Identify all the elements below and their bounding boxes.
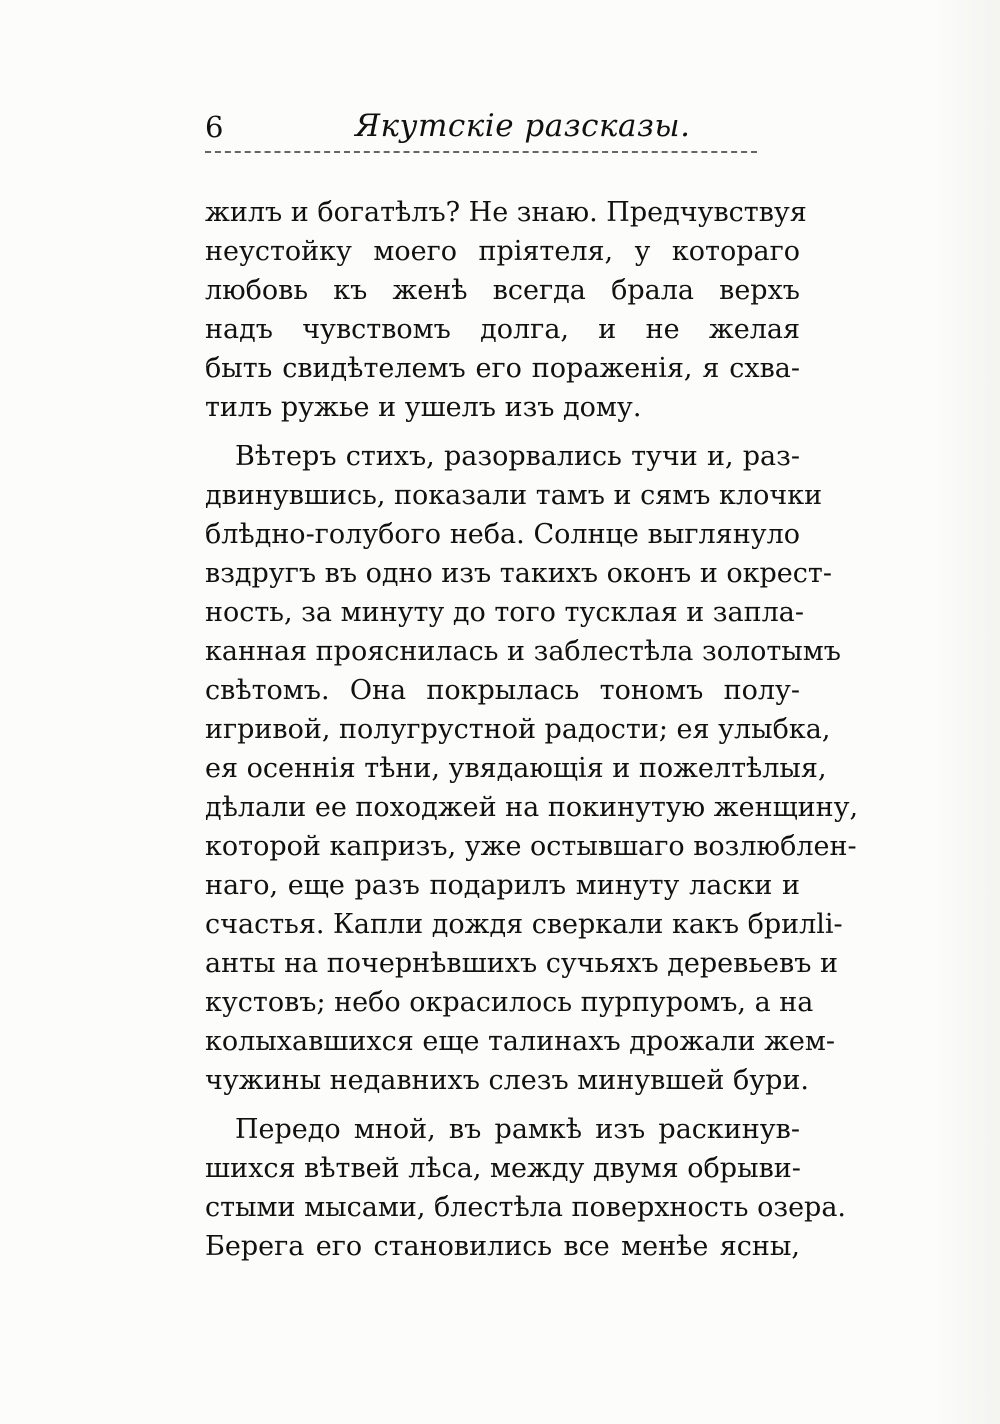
text-line: счастья. Капли дождя сверкали какъ брилli- (205, 909, 843, 940)
text-line: ность, за минуту до того тусклая и запла- (205, 597, 804, 628)
text-line: шихся вѣтвей лѣса, между двумя обрыви- (205, 1153, 801, 1184)
text-line: любовь къ женѣ всегда брала верхъ (205, 275, 800, 306)
text-line: наго, еще разъ подарилъ минуту ласки и (205, 870, 800, 901)
text-line: тилъ ружье и ушелъ изъ дому. (205, 392, 642, 423)
text-line: вздругъ въ одно изъ такихъ оконъ и окрест- (205, 558, 832, 589)
text-line: игривой, полугрустной радости; ея улыбка, (205, 714, 831, 745)
text-line: стыми мысами, блестѣла поверхность озера. (205, 1192, 847, 1223)
text-line: надъ чувствомъ долга, и не желая (205, 314, 800, 345)
text-line: быть свидѣтелемъ его пораженія, я схва- (205, 353, 800, 384)
text-line: которой капризъ, уже остывшаго возлюблен- (205, 831, 857, 862)
text-line: блѣдно-голубого неба. Солнце выглянуло (205, 519, 800, 550)
scan-edge-shadow (930, 0, 1000, 1424)
running-title: Якутскіе разсказы. (355, 108, 691, 144)
text-line: Берега его становились все менѣе ясны, (205, 1231, 800, 1262)
text-line: двинувшись, показали тамъ и сямъ клочки (205, 480, 823, 511)
text-line: дѣлали ее походжей на покинутую женщину, (205, 792, 859, 823)
text-line: Вѣтеръ стихъ, разорвались тучи и, раз- (235, 441, 800, 472)
text-line: канная прояснилась и заблестѣла золотымъ (205, 636, 841, 667)
text-line: чужины недавнихъ слезъ минувшей бури. (205, 1065, 809, 1096)
text-line: колыхавшихся еще талинахъ дрожали жем- (205, 1026, 836, 1057)
text-line: кустовъ; небо окрасилось пурпуромъ, а на (205, 987, 814, 1018)
text-line: жилъ и богатѣлъ? Не знаю. Предчувствуя (205, 197, 807, 228)
page-header (205, 104, 800, 154)
text-line: неустойку моего пріятеля, у котораго (205, 236, 800, 267)
text-line: анты на почернѣвшихъ сучьяхъ деревьевъ и (205, 948, 838, 979)
body-text (205, 193, 859, 1266)
text-line: свѣтомъ. Она покрылась тономъ полу- (205, 675, 800, 706)
page-number: 6 (205, 110, 224, 144)
text-line: ея осеннія тѣни, увядающія и пожелтѣлыя, (205, 753, 827, 784)
header-rule (205, 151, 757, 153)
text-line: Передо мной, въ рамкѣ изъ раскинув- (235, 1114, 800, 1145)
